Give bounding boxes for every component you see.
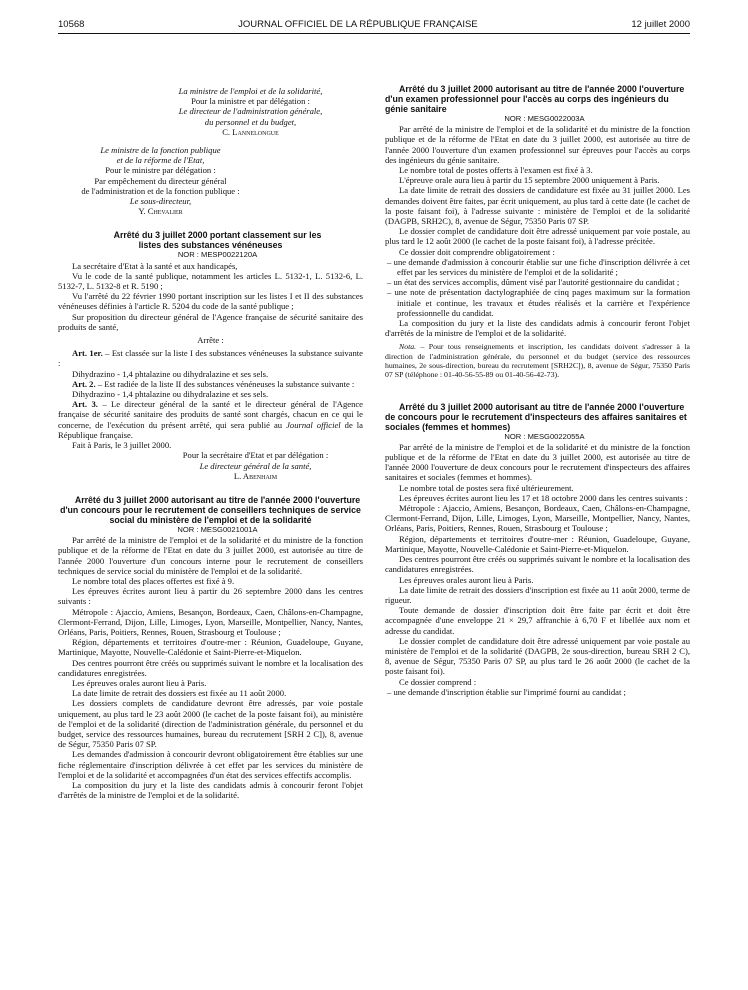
- article-label: Art. 1er.: [72, 348, 103, 359]
- nor-reference: NOR : MESG0021001A: [177, 524, 258, 534]
- sig-line: Pour la secrétaire d'Etat et par délégation :: [182, 450, 329, 461]
- article-text: – Est classée sur la liste I des substances vénéneuses la substance suivante :: [58, 348, 363, 369]
- article-label: Art. 2.: [72, 378, 96, 389]
- nor-reference: NOR : MESG0022003A: [504, 114, 585, 123]
- article-text: – Le directeur général de la santé et le directeur général de l'Agence française de sécurité sanitaire des produits de santé sont chargés, chacun en ce qui le concerne, de l'exécution du présent arrêté, qui sera publié au: [58, 399, 364, 430]
- right-column: [385, 84, 690, 800]
- paragraph: Par arrêté de la ministre de l'emploi et de la solidarité et du ministre de la fonction publique et de la réforme de l'Etat en date du 3 juillet 2000, est autorisée au titre de l'année 2000 l'ouverture d'un examen professionnel sur épreuves pour l'accès au corps des ingénieurs du génie sanitaire.: [385, 124, 690, 165]
- sig-line: de l'administration et de la fonction publique :: [81, 185, 240, 196]
- paragraph: Dihydrazino - 1,4 phtalazine ou dihydralazine et ses sels.: [72, 368, 269, 379]
- paragraph: Les épreuves orales auront lieu à Paris.: [72, 677, 207, 688]
- paragraph: Le nombre total de postes sera fixé ultérieurement.: [399, 482, 574, 493]
- paragraph: Métropole : Ajaccio, Amiens, Besançon, Bordeaux, Caen, Châlons-en-Champagne, Clermont-Ferrand, Dijon, Lille, Limoges, Lyon, Marseille, Montpellier, Nancy, Nantes, Orléans, Paris, Poitiers, Rennes, Rouen, Strasbourg et Toulouse ;: [385, 503, 690, 534]
- list-item: – une demande d'admission à concourir établie sur une fiche d'inscription délivrée à cet effet par les services du ministère de l'emploi et de la solidarité ;: [387, 256, 690, 278]
- nota-label: Nota.: [399, 342, 417, 352]
- paragraph: Ce dossier comprend :: [399, 676, 477, 687]
- list-item: – une demande d'inscription établie sur l'imprimé fourni au candidat ;: [387, 686, 626, 697]
- paragraph: Région, départements et territoires d'outre-mer : Réunion, Guadeloupe, Guyane, Martinique, Mayotte, Nouvelle-Calédonie et Saint-Pierre-et-Miquelon.: [385, 533, 690, 554]
- article-title: Arrêté du 3 juillet 2000 autorisant au titre de l'année 2000 l'ouverture de concours pour le recrutement d'inspecteurs des affaires sanitaires et sociales (femmes et hommes): [385, 401, 687, 432]
- arrete-label: Arrête :: [197, 335, 224, 346]
- nota-text: – Pour tous renseignements et inscription, les candidats doivent s'adresser à la direction de l'administration générale, du personnel et du budget (service des ressources humaines, 2e sous-direction, bureau du recrutement [SRH2C]), 8, avenue de Ségur, 75350 Paris 07 SP (téléphone : 01-40-56-55-89 ou 01-40-56-42-73).: [385, 342, 690, 380]
- paragraph: Les épreuves orales auront lieu à Paris.: [399, 574, 534, 585]
- article-ingenieurs: [385, 84, 690, 380]
- paragraph: La composition du jury et la liste des candidats admis à concourir feront l'objet d'arrêtés de la ministre de l'emploi et de la solidarité.: [385, 318, 690, 339]
- article-inspecteurs: [385, 402, 690, 697]
- sig-line: Le directeur de l'administration générale,: [178, 106, 323, 117]
- paragraph: Le dossier complet de candidature doit être adressé uniquement par voie postale au ministère de l'emploi et de la solidarité (DAGPB, 2e sous-direction, bureau SRH 2 C), 8, avenue de Ségur, 75350 Paris 07 SP, au plus tard le 26 août 2000 (le cachet de la poste faisant foi).: [385, 635, 690, 677]
- paragraph: Des centres pourront être créés ou supprimés suivant le nombre et la localisation des candidatures enregistrées.: [385, 554, 690, 575]
- sig-line: et de la réforme de l'Etat,: [116, 155, 205, 166]
- signature-block-3: [58, 450, 363, 481]
- sig-line: Le ministre de la fonction publique: [100, 145, 221, 156]
- article-title: Arrêté du 3 juillet 2000 autorisant au titre de l'année 2000 l'ouverture d'un concours pour le recrutement de conseillers techniques de service social du ministère de l'emploi et de la solidarité: [60, 494, 361, 525]
- sig-line: Le directeur général de la santé,: [199, 460, 312, 471]
- paragraph: La composition du jury et la liste des candidats admis à concourir feront l'objet d'arrêtés de la ministre de l'emploi et de la solidarité.: [58, 779, 363, 801]
- article-title: Arrêté du 3 juillet 2000 autorisant au titre de l'année 2000 l'ouverture d'un examen professionnel pour l'accès au corps des ingénieurs du génie sanitaire: [385, 84, 685, 114]
- paragraph: Région, départements et territoires d'outre-mer : Réunion, Guadeloupe, Guyane, Martinique, Mayotte, Nouvelle-Calédonie et Saint-Pierre-et-Miquelon.: [58, 637, 363, 658]
- article-substances: [58, 230, 363, 480]
- paragraph: Métropole : Ajaccio, Amiens, Besançon, Bordeaux, Caen, Châlons-en-Champagne, Clermont-Ferrand, Dijon, Lille, Limoges, Lyon, Marseille, Montpellier, Nancy, Nantes, Orléans, Paris, Poitiers, Rennes, Rouen, Strasbourg et Toulouse ;: [58, 606, 363, 637]
- sig-line: Par empêchement du directeur général: [94, 175, 227, 186]
- article-1: [58, 348, 363, 368]
- paragraph: Dihydrazino - 1,4 phtalazine ou dihydralazine et ses sels.: [72, 389, 269, 400]
- page-number: 10568: [58, 19, 85, 30]
- paragraph: Des centres pourront être créés ou supprimés suivant le nombre et la localisation des candidatures enregistrées.: [58, 657, 363, 678]
- article-title: Arrêté du 3 juillet 2000 portant classement sur les listes des substances vénéneuses: [113, 230, 322, 251]
- paragraph: Les épreuves écrites auront lieu à partir du 26 septembre 2000 dans les centres suivants :: [58, 586, 363, 607]
- issue-date: 12 juillet 2000: [631, 19, 690, 30]
- list-item: – un état des services accomplis, dûment visé par l'autorité gestionnaire du candidat ;: [387, 277, 680, 288]
- article-2: [58, 379, 363, 389]
- paragraph: Les demandes d'admission à concourir devront obligatoirement être établies sur une fiche réglementaire d'inscription délivrée à cet effet par les services du ministère de l'emploi et de la solidarité et accompagnées d'un état des services effectifs accomplis.: [58, 749, 363, 780]
- nor-reference: NOR : MESP0022120A: [177, 250, 258, 260]
- article-text: – Est radiée de la liste II des substances vénéneuses la substance suivante :: [95, 378, 355, 389]
- sig-name: C. Lannelongue: [222, 126, 279, 137]
- paragraph: Les épreuves écrites auront lieu les 17 et 18 octobre 2000 dans les centres suivants :: [399, 492, 688, 503]
- paragraph: Toute demande de dossier d'inscription doit être faite par écrit et doit être accompagnée d'une enveloppe 21 × 29,7 affranchie à 6,70 F et libellée aux nom et adresse du candidat.: [385, 605, 690, 636]
- sig-line: Le sous-directeur,: [129, 196, 192, 207]
- article-conseillers: [58, 495, 363, 800]
- paragraph: Par arrêté de la ministre de l'emploi et de la solidarité et du ministre de la fonction publique et de la réforme de l'Etat en date du 3 juillet 2000, est autorisée au titre de l'année 2000 l'ouverture de deux concours pour le recrutement d'inspecteurs des affaires sanitaires et sociales (femmes et hommes).: [385, 441, 690, 483]
- article-label: Art. 3.: [72, 399, 98, 410]
- content-columns: [58, 86, 690, 800]
- paragraph: Vu l'arrêté du 22 février 1990 portant inscription sur les listes I et II des substances vénéneuses définies à l'article R. 5204 du code de la santé publique ;: [58, 291, 363, 312]
- paragraph: La secrétaire d'Etat à la santé et aux handicapés,: [72, 260, 238, 271]
- journal-ref: Journal officiel: [286, 419, 341, 430]
- sig-line: La ministre de l'emploi et de la solidarité,: [178, 86, 323, 96]
- paragraph: Par arrêté de la ministre de l'emploi et de la solidarité et du ministre de la fonction publique et de la réforme de l'Etat en date du 3 juillet 2000, est autorisée au titre de l'année 2000 l'ouverture d'un concours interne pour le recrutement de conseillers techniques de service social du ministère de l'emploi et de la solidarité.: [58, 535, 363, 576]
- list-item: – une note de présentation dactylographiée de cinq pages maximum sur la formation initiale et continue, les travaux et études réalisés et la carrière et l'expérience professionnelle du candidat.: [387, 287, 690, 318]
- paragraph: Sur proposition du directeur général de l'Agence française de sécurité sanitaire des produits de santé,: [58, 311, 363, 332]
- sig-line: du personnel et du budget,: [204, 116, 297, 127]
- paragraph: Vu le code de la santé publique, notamment les articles L. 5132-1, L. 5132-6, L. 5132-7, L. 5132-8 et R. 5190 ;: [58, 270, 363, 292]
- nor-reference: NOR : MESG0022055A: [504, 431, 585, 441]
- article-text: de la République française.: [58, 419, 363, 440]
- paragraph: Les dossiers complets de candidature devront être adressés, par voie postale uniquement, au plus tard le 23 août 2000 (le cachet de la poste faisant foi), au ministère de l'emploi et de la solidarité (direction de l'administration générale, du personnel et du budget, service des ressources humaines, bureau du recrutement [SRH 2 C]), 8, avenue de Ségur, 75350 Paris 07 SP.: [58, 698, 363, 750]
- signature-block-1: [58, 86, 363, 137]
- paragraph: La date limite de retrait des dossiers d'inscription est fixée au 11 août 2000, terme de rigueur.: [385, 584, 690, 605]
- paragraph: La date limite de retrait des dossiers de candidature est fixée au 31 juillet 2000. Les demandes doivent être faites, par écrit uniquement, au plus tard à cette date (le cachet de la poste faisant foi), à l'adresse suivante : ministère de l'emploi et de la solidarité (DAGPB, SRH2C), 8, avenue de Ségur, 75350 Paris 07 SP.: [385, 185, 690, 227]
- date-line: Fait à Paris, le 3 juillet 2000.: [72, 440, 172, 451]
- sig-name: L. Abenhaim: [233, 470, 278, 481]
- sig-line: Pour la ministre et par délégation :: [191, 96, 310, 107]
- left-column: [58, 86, 363, 800]
- sig-name: Y. Chevalier: [138, 206, 183, 217]
- paragraph: La date limite de retrait des dossiers est fixée au 11 août 2000.: [72, 688, 287, 699]
- paragraph: L'épreuve orale aura lieu à partir du 15 septembre 2000 uniquement à Paris.: [399, 175, 660, 186]
- paragraph: Ce dossier doit comprendre obligatoirement :: [399, 246, 555, 257]
- paragraph: Le nombre total de postes offerts à l'examen est fixé à 3.: [399, 165, 593, 176]
- nota: [385, 342, 690, 379]
- paragraph: Le dossier complet de candidature doit être adressé uniquement par voie postale, au plus tard le 12 août 2000 (le cachet de la poste faisant foi), à l'adresse précitée.: [385, 226, 690, 247]
- page-header: [58, 12, 690, 34]
- sig-line: Pour le ministre par délégation :: [105, 165, 216, 176]
- signature-block-2: [58, 145, 363, 216]
- journal-title: JOURNAL OFFICIEL DE LA RÉPUBLIQUE FRANÇAISE: [238, 19, 478, 30]
- paragraph: Le nombre total des places offertes est fixé à 9.: [72, 575, 235, 586]
- article-3: [58, 399, 363, 440]
